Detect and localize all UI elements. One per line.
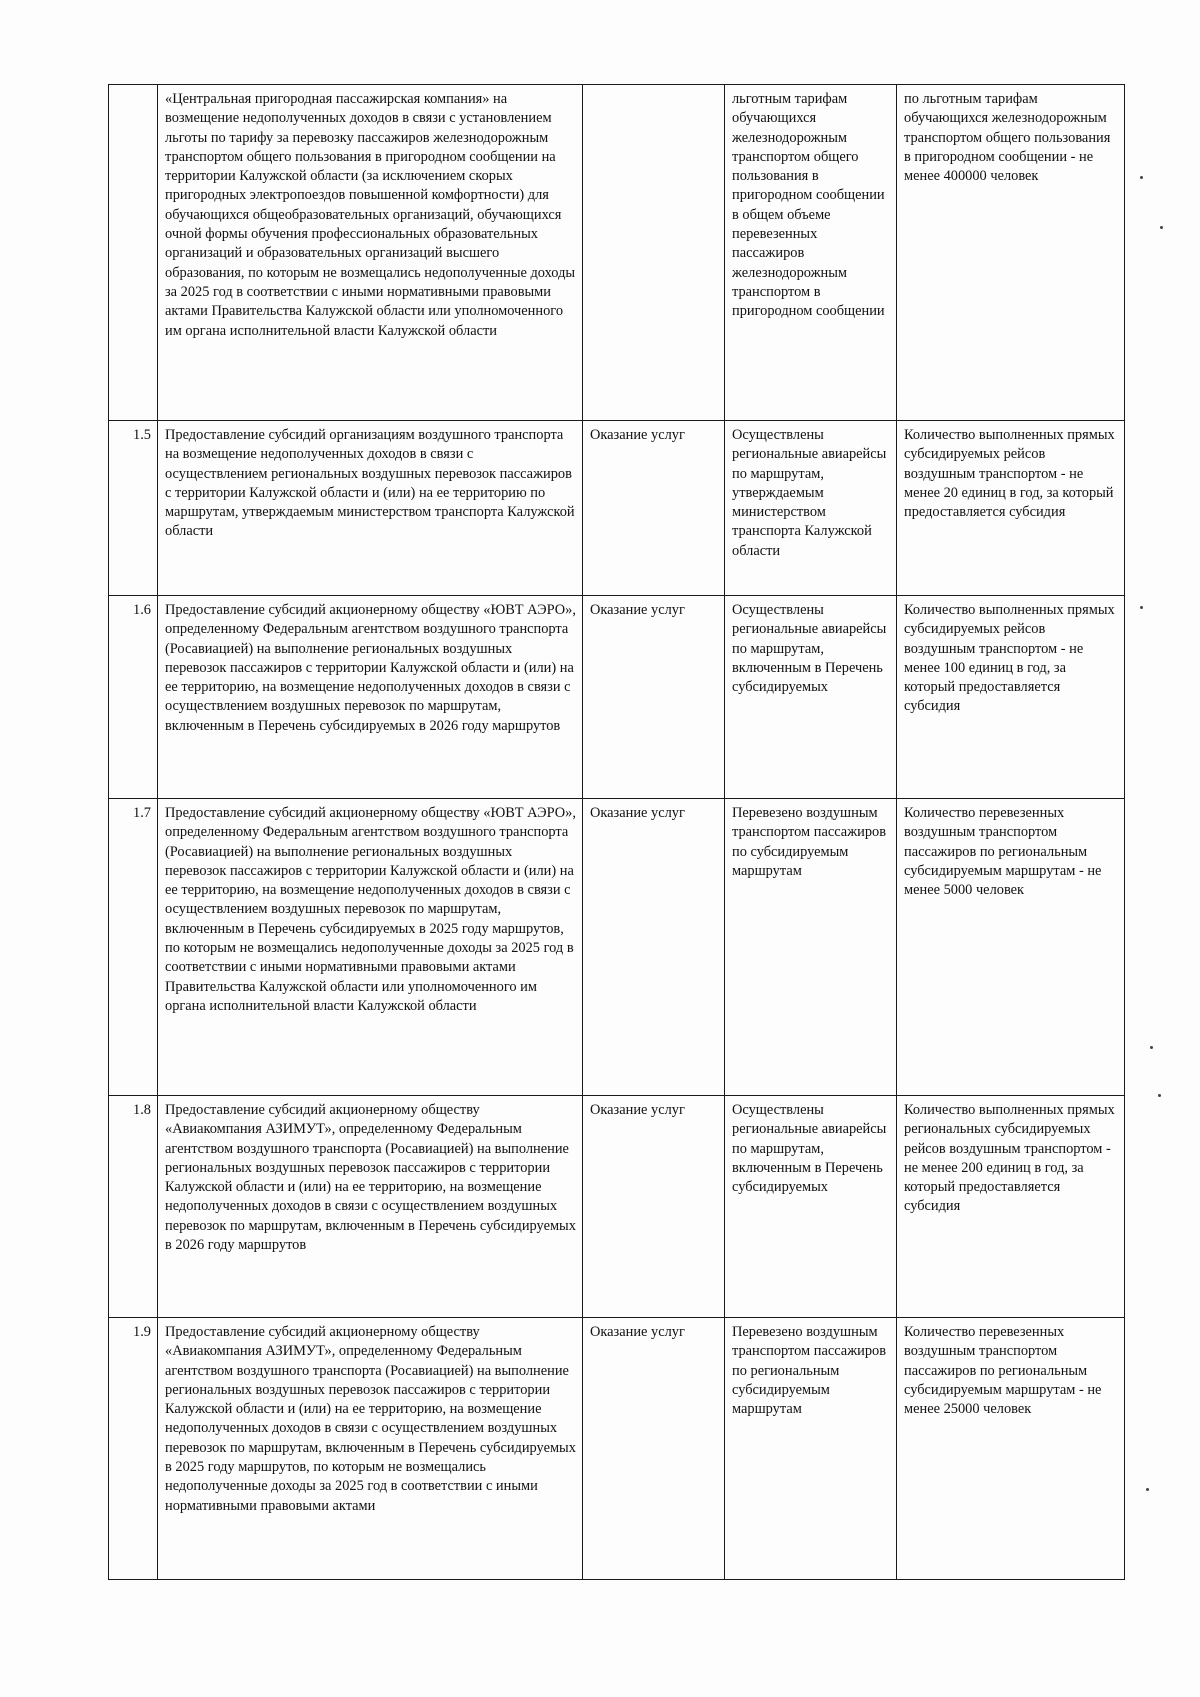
row-number: 1.8: [109, 1096, 158, 1318]
row-type: Оказание услуг: [583, 421, 725, 596]
row-number: 1.7: [109, 799, 158, 1096]
row-result: Перевезено воздушным транспортом пассажиров по региональным субсидируемым маршрутам: [725, 1318, 897, 1580]
row-type: Оказание услуг: [583, 1096, 725, 1318]
row-indicator: Количество выполненных прямых региональных субсидируемых рейсов воздушным транспортом - не менее 200 единиц в год, за который предоставляется субсидия: [897, 1096, 1125, 1318]
scan-speck: [1146, 1488, 1149, 1491]
row-result: Осуществлены региональные авиарейсы по маршрутам, включенным в Перечень субсидируемых: [725, 596, 897, 799]
table-row: [109, 1096, 1125, 1318]
scan-speck: [1140, 176, 1143, 179]
table-row: [109, 1318, 1125, 1580]
row-type: [583, 85, 725, 421]
row-result: Осуществлены региональные авиарейсы по маршрутам, утверждаемым министерством транспорта Калужской области: [725, 421, 897, 596]
row-description: Предоставление субсидий акционерному обществу «ЮВТ АЭРО», определенному Федеральным агентством воздушного транспорта (Росавиацией) на выполнение региональных воздушных перевозок пассажиров с территории Калужской области и (или) на ее территорию, на возмещение недополученных доходов в связи с осуществлением воздушных перевозок по маршрутам, включенным в Перечень субсидируемых в 2026 году маршрутов: [158, 596, 583, 799]
row-description: Предоставление субсидий акционерному обществу «Авиакомпания АЗИМУТ», определенному Федеральным агентством воздушного транспорта (Росавиацией) на выполнение региональных воздушных перевозок пассажиров с территории Калужской области и (или) на ее территорию, на возмещение недополученных доходов в связи с осуществлением воздушных перевозок по маршрутам, включенным в Перечень субсидируемых в 2025 году маршрутов, по которым не возмещались недополученные доходы за 2025 год в соответствии с иными нормативными правовыми актами: [158, 1318, 583, 1580]
table-row: [109, 85, 1125, 421]
row-type: Оказание услуг: [583, 596, 725, 799]
row-description: Предоставление субсидий организациям воздушного транспорта на возмещение недополученных доходов в связи с осуществлением региональных воздушных перевозок пассажиров с территории Калужской области и (или) на ее территорию по маршрутам, утверждаемым министерством транспорта Калужской области: [158, 421, 583, 596]
row-result: Осуществлены региональные авиарейсы по маршрутам, включенным в Перечень субсидируемых: [725, 1096, 897, 1318]
row-number: [109, 85, 158, 421]
row-number: 1.6: [109, 596, 158, 799]
row-indicator: Количество перевезенных воздушным транспортом пассажиров по региональным субсидируемым маршрутам - не менее 25000 человек: [897, 1318, 1125, 1580]
row-description: «Центральная пригородная пассажирская компания» на возмещение недополученных доходов в связи с установлением льготы по тарифу за перевозку пассажиров железнодорожным транспортом общего пользования в пригородном сообщении на территории Калужской области (за исключением скорых пригородных электропоездов повышенной комфортности) для обучающихся общеобразовательных организаций, обучающихся очной формы обучения профессиональных образовательных организаций и образовательных организаций высшего образования, по которым не возмещались недополученные доходы за 2025 год в соответствии с иными нормативными правовыми актами Правительства Калужской области или уполномоченного им органа исполнительной власти Калужской области: [158, 85, 583, 421]
table-row: [109, 596, 1125, 799]
row-result: Перевезено воздушным транспортом пассажиров по субсидируемым маршрутам: [725, 799, 897, 1096]
row-type: Оказание услуг: [583, 1318, 725, 1580]
scan-speck: [1150, 1046, 1153, 1049]
row-result: льготным тарифам обучающихся железнодорожным транспортом общего пользования в пригородном сообщении в общем объеме перевезенных пассажиров железнодорожным транспортом в пригородном сообщении: [725, 85, 897, 421]
table-row: [109, 421, 1125, 596]
subsidy-table: [108, 84, 1125, 1580]
scan-speck: [1158, 1094, 1161, 1097]
row-indicator: Количество выполненных прямых субсидируемых рейсов воздушным транспортом - не менее 100 единиц в год, за который предоставляется субсидия: [897, 596, 1125, 799]
row-description: Предоставление субсидий акционерному обществу «Авиакомпания АЗИМУТ», определенному Федеральным агентством воздушного транспорта (Росавиацией) на выполнение региональных воздушных перевозок пассажиров с территории Калужской области и (или) на ее территорию, на возмещение недополученных доходов в связи с осуществлением воздушных перевозок по маршрутам, включенным в Перечень субсидируемых в 2026 году маршрутов: [158, 1096, 583, 1318]
row-type: Оказание услуг: [583, 799, 725, 1096]
row-indicator: по льготным тарифам обучающихся железнодорожным транспортом общего пользования в пригородном сообщении - не менее 400000 человек: [897, 85, 1125, 421]
table-row: [109, 799, 1125, 1096]
scan-speck: [1160, 226, 1163, 229]
row-number: 1.9: [109, 1318, 158, 1580]
scan-speck: [1140, 606, 1143, 609]
row-indicator: Количество выполненных прямых субсидируемых рейсов воздушным транспортом - не менее 20 единиц в год, за который предоставляется субсидия: [897, 421, 1125, 596]
row-number: 1.5: [109, 421, 158, 596]
row-indicator: Количество перевезенных воздушным транспортом пассажиров по региональным субсидируемым маршрутам - не менее 5000 человек: [897, 799, 1125, 1096]
row-description: Предоставление субсидий акционерному обществу «ЮВТ АЭРО», определенному Федеральным агентством воздушного транспорта (Росавиацией) на выполнение региональных воздушных перевозок пассажиров с территории Калужской области и (или) на ее территорию, на возмещение недополученных доходов в связи с осуществлением воздушных перевозок по маршрутам, включенным в Перечень субсидируемых в 2025 году маршрутов, по которым не возмещались недополученные доходы за 2025 год в соответствии с иными нормативными правовыми актами Правительства Калужской области или уполномоченного им органа исполнительной власти Калужской области: [158, 799, 583, 1096]
